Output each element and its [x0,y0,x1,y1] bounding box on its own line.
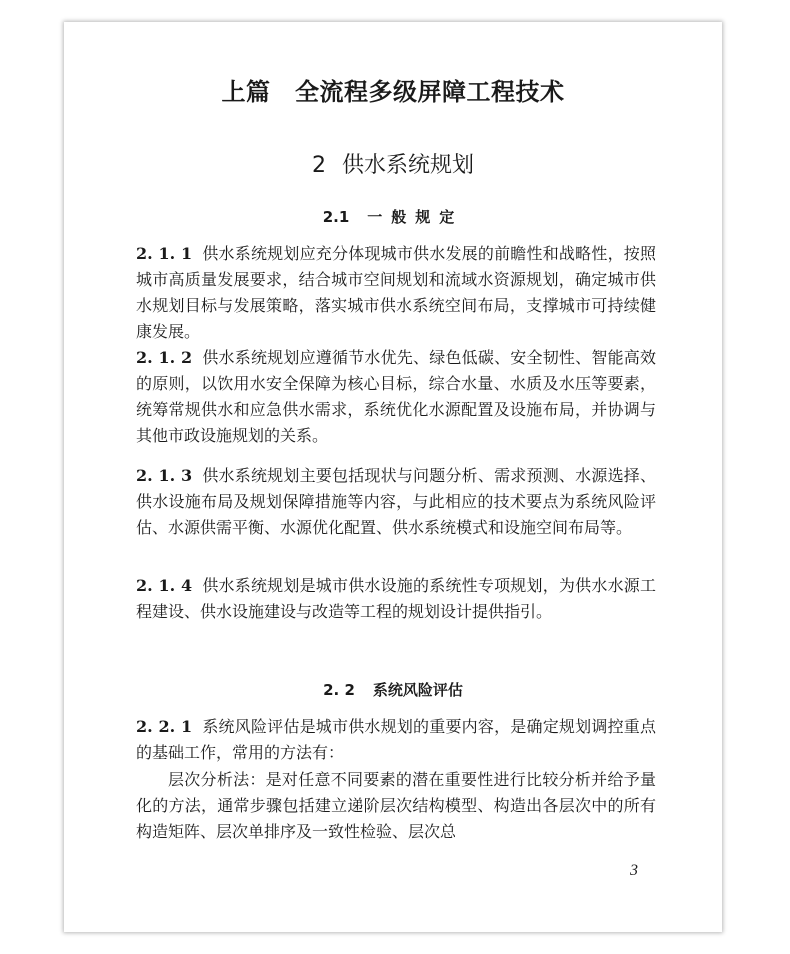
clause-number: 2. 1. 1 [136,244,193,263]
clause-text: 供水系统规划应遵循节水优先、绿色低碳、安全韧性、智能高效的原则，以饮用水安全保障为核心目标，综合水量、水质及水压等要素，统筹常规供水和应急供水需求，系统优化水源配置及设施布局，并协调与其他市政设施规划的关系。 [136,348,656,445]
clause-2-1-2 [136,345,656,449]
clause-2-1-3 [136,463,656,541]
chapter-number: 2 [311,153,326,178]
chapter-title: 供水系统规划 [341,153,474,178]
section-title: 系统风险评估 [372,681,463,699]
clause-2-1-4 [136,573,656,625]
clause-number: 2. 1. 4 [136,576,193,595]
section-number: 2. 2 [323,681,355,699]
clause-2-2-1 [136,714,656,766]
clause-number: 2. 1. 3 [136,466,193,485]
clause-number: 2. 1. 2 [136,348,193,367]
clause-text: 供水系统规划主要包括现状与问题分析、需求预测、水源选择、供水设施布局及规划保障措施等内容，与此相应的技术要点为系统风险评估、水源供需平衡、水源优化配置、供水系统模式和设施空间布局等。 [136,466,656,537]
clause-text: 供水系统规划是城市供水设施的系统性专项规划，为供水水源工程建设、供水设施建设与改造等工程的规划设计提供指引。 [136,576,656,621]
clause-number: 2. 2. 1 [136,717,193,736]
chapter-heading [64,148,722,179]
clause-text: 系统风险评估是城市供水规划的重要内容，是确定规划调控重点的基础工作，常用的方法有： [136,717,656,762]
clause-text: 供水系统规划应充分体现城市供水发展的前瞻性和战略性，按照城市高质量发展要求，结合城市空间规划和流域水资源规划，确定城市供水规划目标与发展策略，落实城市供水系统空间布局，支撑城市可持续健康发展。 [136,244,656,341]
section-title: 一般规定 [367,208,464,226]
clause-2-2-1-continuation: 层次分析法：是对任意不同要素的潜在重要性进行比较分析并给予量化的方法，通常步骤包括建立递阶层次结构模型、构造出各层次中的所有构造矩阵、层次单排序及一致性检验、层次总 [136,770,656,841]
section-number: 2.1 [322,208,350,226]
section-heading-2-1 [64,206,722,227]
book-page [64,22,722,932]
part-title: 上篇 全流程多级屏障工程技术 [221,78,565,106]
page-number: 3 [630,862,638,879]
clause-2-1-1 [136,241,656,345]
section-heading-2-2 [64,679,722,700]
